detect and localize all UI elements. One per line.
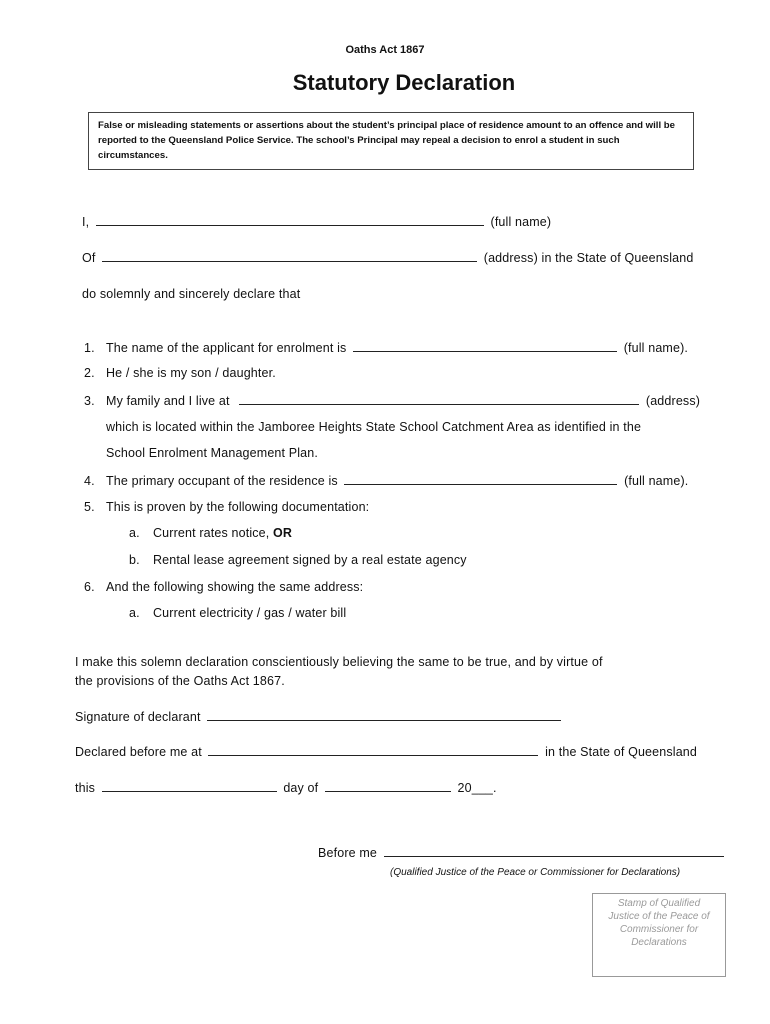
or-emphasis: OR xyxy=(273,526,293,540)
sub-item-letter: a. xyxy=(129,526,140,540)
item-5a xyxy=(129,526,292,540)
item-text: My family and I live at xyxy=(106,394,230,408)
item-text: Rental lease agreement signed by a real estate agency xyxy=(153,553,467,567)
page-title: Statutory Declaration xyxy=(292,70,516,95)
of-prefix: Of xyxy=(82,251,96,265)
item-number: 2. xyxy=(84,366,95,380)
full-name-row xyxy=(82,214,551,229)
item-3-continued: which is located within the Jamboree Heights State School Catchment Area as identified in the xyxy=(106,420,642,434)
item-6a xyxy=(129,606,346,620)
sub-item-letter: a. xyxy=(129,606,140,620)
declared-place-field[interactable] xyxy=(208,744,538,756)
address-row xyxy=(82,250,693,265)
declarant-address-field[interactable] xyxy=(102,250,477,262)
declarant-full-name-field[interactable] xyxy=(96,214,484,226)
item-1 xyxy=(84,340,688,355)
address-label: (address) in the State of Queensland xyxy=(483,251,694,265)
declare-statement: do solemnly and sincerely declare that xyxy=(82,287,301,301)
item-5 xyxy=(84,500,369,514)
year-field[interactable]: 20___. xyxy=(457,781,497,795)
declared-row xyxy=(75,744,697,759)
item-4 xyxy=(84,473,688,488)
stamp-box: Stamp of Qualified Justice of the Peace of Commissioner for Declarations xyxy=(592,893,726,977)
item-text: He / she is my son / daughter. xyxy=(106,366,276,380)
item-6 xyxy=(84,580,363,594)
month-field[interactable] xyxy=(325,780,451,792)
witness-signature-field[interactable] xyxy=(384,845,724,857)
item-number: 5. xyxy=(84,500,95,514)
item-5b xyxy=(129,553,467,567)
date-row xyxy=(75,780,497,795)
witness-caption: (Qualified Justice of the Peace or Commissioner for Declarations) xyxy=(390,867,681,878)
signature-field[interactable] xyxy=(207,709,561,721)
item-text: (full name). xyxy=(624,474,689,488)
item-2 xyxy=(84,366,276,380)
item-text: (address) xyxy=(645,394,701,408)
closing-statement-line-2: the provisions of the Oaths Act 1867. xyxy=(75,674,285,688)
item-text: The name of the applicant for enrolment is xyxy=(106,341,347,355)
signature-label: Signature of declarant xyxy=(75,710,201,724)
applicant-name-field[interactable] xyxy=(353,340,617,352)
occupant-name-field[interactable] xyxy=(344,473,617,485)
item-3-continued: School Enrolment Management Plan. xyxy=(106,446,319,460)
declared-label: Declared before me at xyxy=(75,745,202,759)
item-text: (full name). xyxy=(623,341,689,355)
full-name-label: (full name) xyxy=(490,215,552,229)
signature-row xyxy=(75,709,564,724)
item-text: This is proven by the following documentation: xyxy=(106,500,370,514)
item-number: 4. xyxy=(84,474,95,488)
warning-box: False or misleading statements or assertions about the student’s principal place of residence amount to an offence and will be reported to the Queensland Police Service. The school’s Principal may repeal a decision to enrol a student in such circumstances. xyxy=(88,112,694,170)
state-label: in the State of Queensland xyxy=(545,745,698,759)
day-field[interactable] xyxy=(102,780,277,792)
item-text: Current rates notice, xyxy=(153,526,270,540)
item-number: 3. xyxy=(84,394,95,408)
day-of-label: day of xyxy=(283,781,319,795)
item-text: And the following showing the same address: xyxy=(106,580,364,594)
item-text: Current electricity / gas / water bill xyxy=(153,606,347,620)
sub-item-letter: b. xyxy=(129,553,140,567)
item-number: 6. xyxy=(84,580,95,594)
item-number: 1. xyxy=(84,341,95,355)
item-3 xyxy=(84,393,700,408)
this-label: this xyxy=(75,781,96,795)
i-prefix: I, xyxy=(82,215,90,229)
before-me-row xyxy=(318,845,727,860)
act-reference: Oaths Act 1867 xyxy=(345,44,425,56)
item-text: The primary occupant of the residence is xyxy=(106,474,338,488)
closing-statement-line-1: I make this solemn declaration conscientiously believing the same to be true, and by virtue of xyxy=(75,655,603,669)
residence-address-field[interactable] xyxy=(239,393,639,405)
before-me-label: Before me xyxy=(318,846,378,860)
